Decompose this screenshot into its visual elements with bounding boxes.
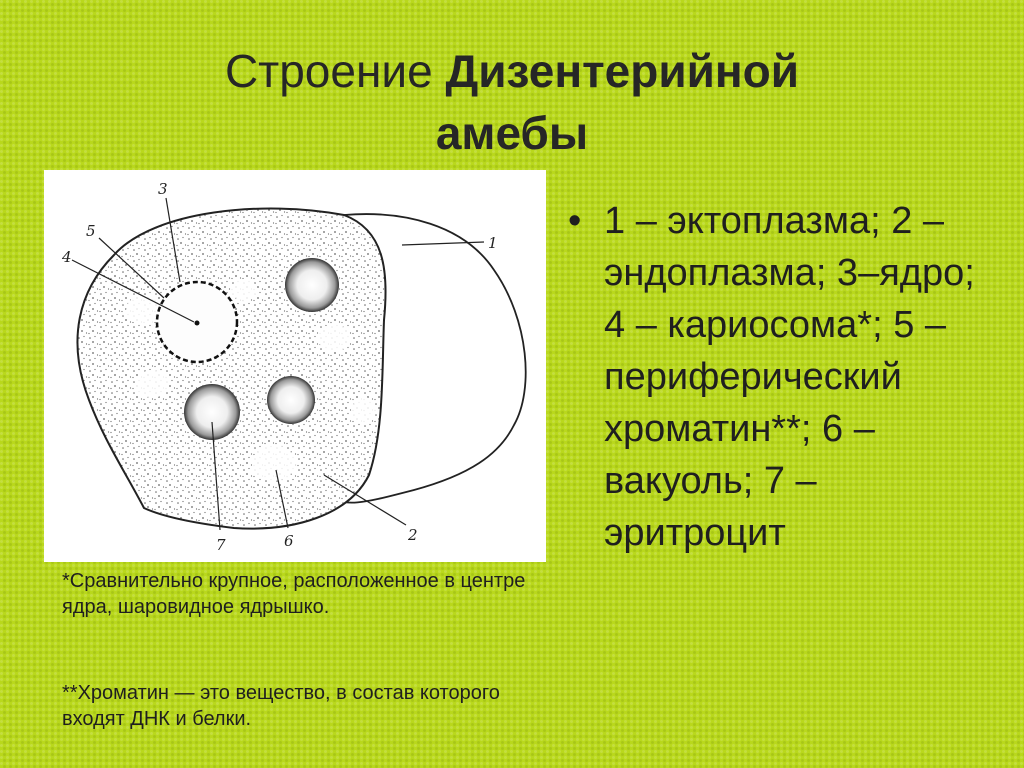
label-1: 1 xyxy=(488,234,498,252)
amoeba-illustration xyxy=(44,170,546,562)
vacuole xyxy=(318,324,350,352)
bullet-icon: • xyxy=(568,200,582,242)
karyosome xyxy=(195,321,200,326)
amoeba-drawing xyxy=(44,170,546,562)
title-line-1 xyxy=(0,40,1024,102)
label-2: 2 xyxy=(408,526,418,544)
label-5: 5 xyxy=(86,222,96,240)
title-normal: Строение xyxy=(224,45,446,97)
vacuole xyxy=(126,295,162,325)
footnote-karyosome: *Сравнительно крупное, расположенное в центре ядра, шаровидное ядрышко. xyxy=(62,570,526,618)
title-bold-line2: амебы xyxy=(435,107,589,159)
erythrocyte xyxy=(184,384,240,440)
slide-title xyxy=(0,40,1024,164)
erythrocyte xyxy=(285,258,339,312)
label-7: 7 xyxy=(216,536,226,554)
label-6: 6 xyxy=(284,532,294,550)
title-bold-line1: Дизентерийной xyxy=(445,45,800,97)
label-3: 3 xyxy=(158,180,168,198)
legend-text: 1 – эктоплазма; 2 – эндоплазма; 3–ядро; 4 – кариосома*; 5 – периферический хроматин**; 6 – вакуоль; 7 – эритроцит xyxy=(604,200,975,554)
label-4: 4 xyxy=(62,248,72,266)
vacuole xyxy=(135,370,169,398)
erythrocyte xyxy=(267,376,315,424)
vacuole xyxy=(252,445,296,481)
vacuole xyxy=(231,279,257,301)
footnote-chromatin: **Хроматин — это вещество, в состав которого входят ДНК и белки. xyxy=(62,682,500,730)
vacuole xyxy=(352,397,376,423)
